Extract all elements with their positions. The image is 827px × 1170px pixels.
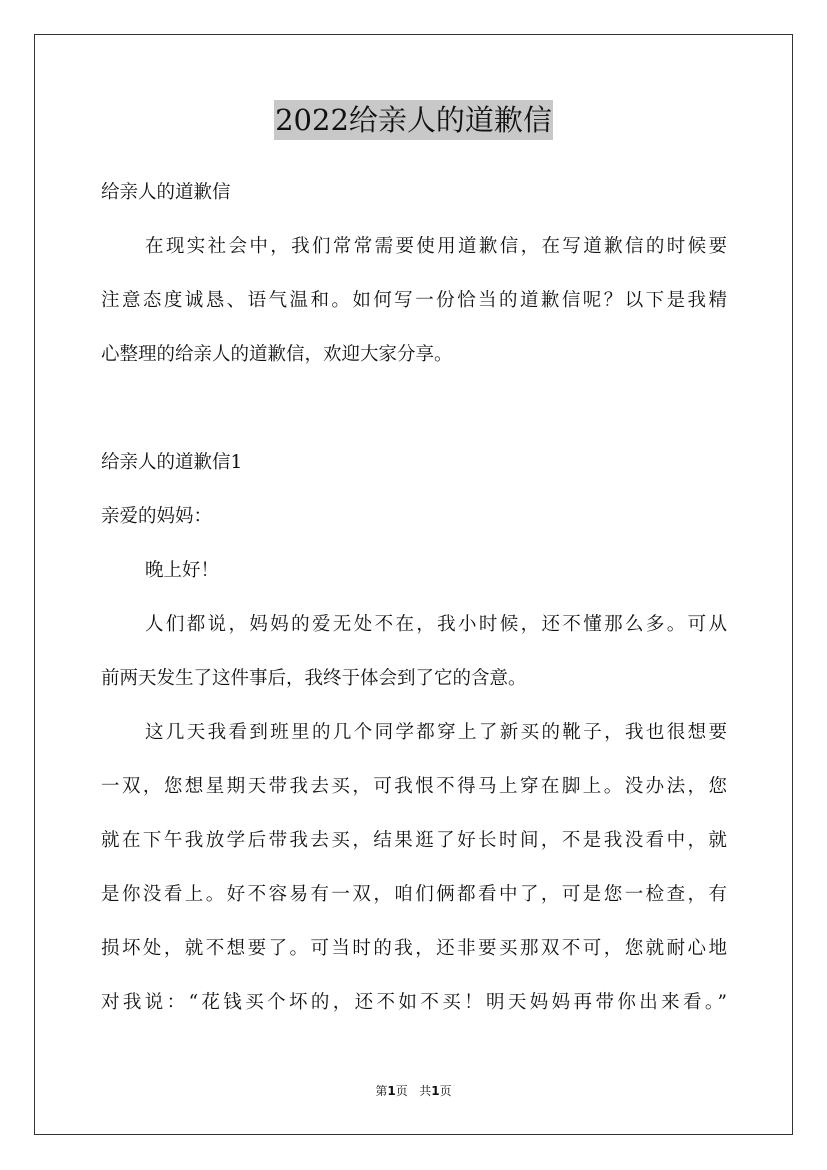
para2-line-4: 是你没看上。好不容易有一双，咱们俩都看中了，可是您一检查，有 bbox=[101, 884, 727, 905]
footer-mid: 页 共 bbox=[395, 1084, 432, 1098]
greeting: 晚上好！ bbox=[145, 560, 220, 581]
para2-line-3: 就在下午我放学后带我去买，结果逛了好长时间，不是我没看中，就 bbox=[101, 830, 727, 851]
salutation: 亲爱的妈妈： bbox=[101, 506, 213, 527]
section-heading: 给亲人的道歉信1 bbox=[101, 452, 243, 473]
para1-line-2: 前两天发生了这件事后，我终于体会到了它的含意。 bbox=[101, 668, 527, 689]
intro-line-2: 注意态度诚恳、语气温和。如何写一份恰当的道歉信呢？以下是我精 bbox=[101, 290, 727, 311]
document-title: 2022给亲人的道歉信 bbox=[274, 100, 553, 140]
para2-line-1: 这几天我看到班里的几个同学都穿上了新买的靴子，我也很想要 bbox=[145, 722, 727, 743]
footer-page-current: 1 bbox=[387, 1084, 396, 1098]
intro-line-3: 心整理的给亲人的道歉信，欢迎大家分享。 bbox=[101, 344, 453, 365]
para2-line-2: 一双，您想星期天带我去买，可我恨不得马上穿在脚上。没办法，您 bbox=[101, 776, 727, 797]
para1-line-1: 人们都说，妈妈的爱无处不在，我小时候，还不懂那么多。可从 bbox=[145, 614, 727, 635]
footer-prefix: 第 bbox=[375, 1084, 388, 1098]
intro-line-1: 在现实社会中，我们常常需要使用道歉信，在写道歉信的时候要 bbox=[145, 236, 727, 257]
document-title-wrap bbox=[0, 100, 827, 140]
page-footer bbox=[0, 1083, 827, 1099]
para2-line-5: 损坏处，就不想要了。可当时的我，还非要买那双不可，您就耐心地 bbox=[101, 938, 727, 959]
footer-page-total: 1 bbox=[431, 1084, 440, 1098]
footer-suffix: 页 bbox=[439, 1084, 452, 1098]
document-subtitle: 给亲人的道歉信 bbox=[101, 182, 231, 203]
para2-line-6: 对我说：“花钱买个坏的，还不如不买！明天妈妈再带你出来看。” bbox=[101, 992, 727, 1013]
